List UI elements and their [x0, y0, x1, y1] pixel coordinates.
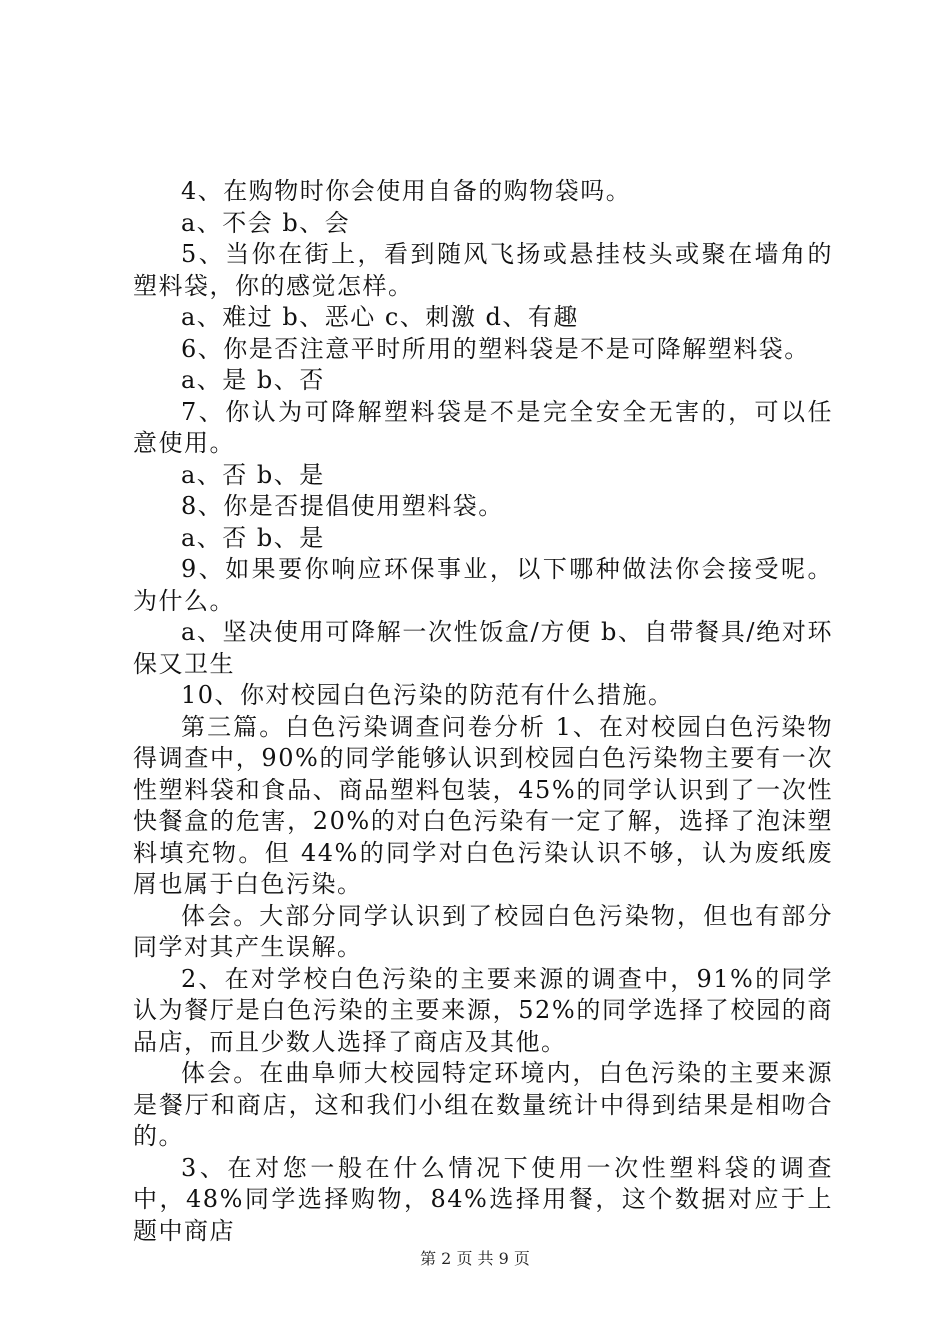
paragraph-q9-options: a、坚决使用可降解一次性饭盒/方便 b、自带餐具/绝对环保又卫生	[133, 618, 833, 678]
paragraph-analysis-2: 2、在对学校白色污染的主要来源的调查中，91%的同学认为餐厅是白色污染的主要来源，52%的同学选择了校园的商品店，而且少数人选择了商店及其他。	[133, 964, 833, 1056]
paragraph-q6-options: a、是 b、否	[181, 366, 325, 394]
paragraph-q5-options: a、难过 b、恶心 c、刺激 d、有趣	[181, 303, 579, 331]
paragraph-reflection-1: 体会。大部分同学认识到了校园白色污染物，但也有部分同学对其产生误解。	[133, 901, 833, 961]
paragraph-q8-options: a、否 b、是	[181, 523, 325, 552]
paragraph-q6: 6、你是否注意平时所用的塑料袋是不是可降解塑料袋。	[181, 334, 810, 363]
paragraph-q5: 5、当你在街上，看到随风飞扬或悬挂枝头或聚在墙角的塑料袋，你的感觉怎样。	[133, 240, 833, 300]
paragraph-q9: 9、如果要你响应环保事业，以下哪种做法你会接受呢。为什么。	[133, 555, 833, 615]
paragraph-q7: 7、你认为可降解塑料袋是不是完全安全无害的，可以任意使用。	[133, 397, 833, 457]
paragraph-q10: 10、你对校园白色污染的防范有什么措施。	[181, 681, 674, 709]
paragraph-q8: 8、你是否提倡使用塑料袋。	[181, 492, 504, 520]
paragraph-q4: 4、在购物时你会使用自备的购物袋吗。	[181, 177, 632, 205]
document-body	[133, 176, 833, 1247]
page-number-footer: 第 2 页 共 9 页	[420, 1249, 530, 1268]
paragraph-q4-options: a、不会 b、会	[181, 208, 351, 237]
paragraph-q7-options: a、否 b、是	[181, 460, 325, 489]
paragraph-reflection-2: 体会。在曲阜师大校园特定环境内，白色污染的主要来源是餐厅和商店，这和我们小组在数量统计中得到结果是相吻合的。	[133, 1059, 833, 1150]
paragraph-analysis-3: 3、在对您一般在什么情况下使用一次性塑料袋的调查中，48%同学选择购物，84%选择用餐，这个数据对应于上题中商店	[133, 1153, 833, 1245]
paragraph-analysis-1: 第三篇。白色污染调查问卷分析 1、在对校园白色污染物得调查中，90%的同学能够认识到校园白色污染物主要有一次性塑料袋和食品、商品塑料包装，45%的同学认识到了一次性快餐盒的危害，20%的对白色污染有一定了解，选择了泡沫塑料填充物。但 44%的同学对白色污染认识不够，认为废纸废屑也属于白色污染。	[133, 712, 833, 898]
